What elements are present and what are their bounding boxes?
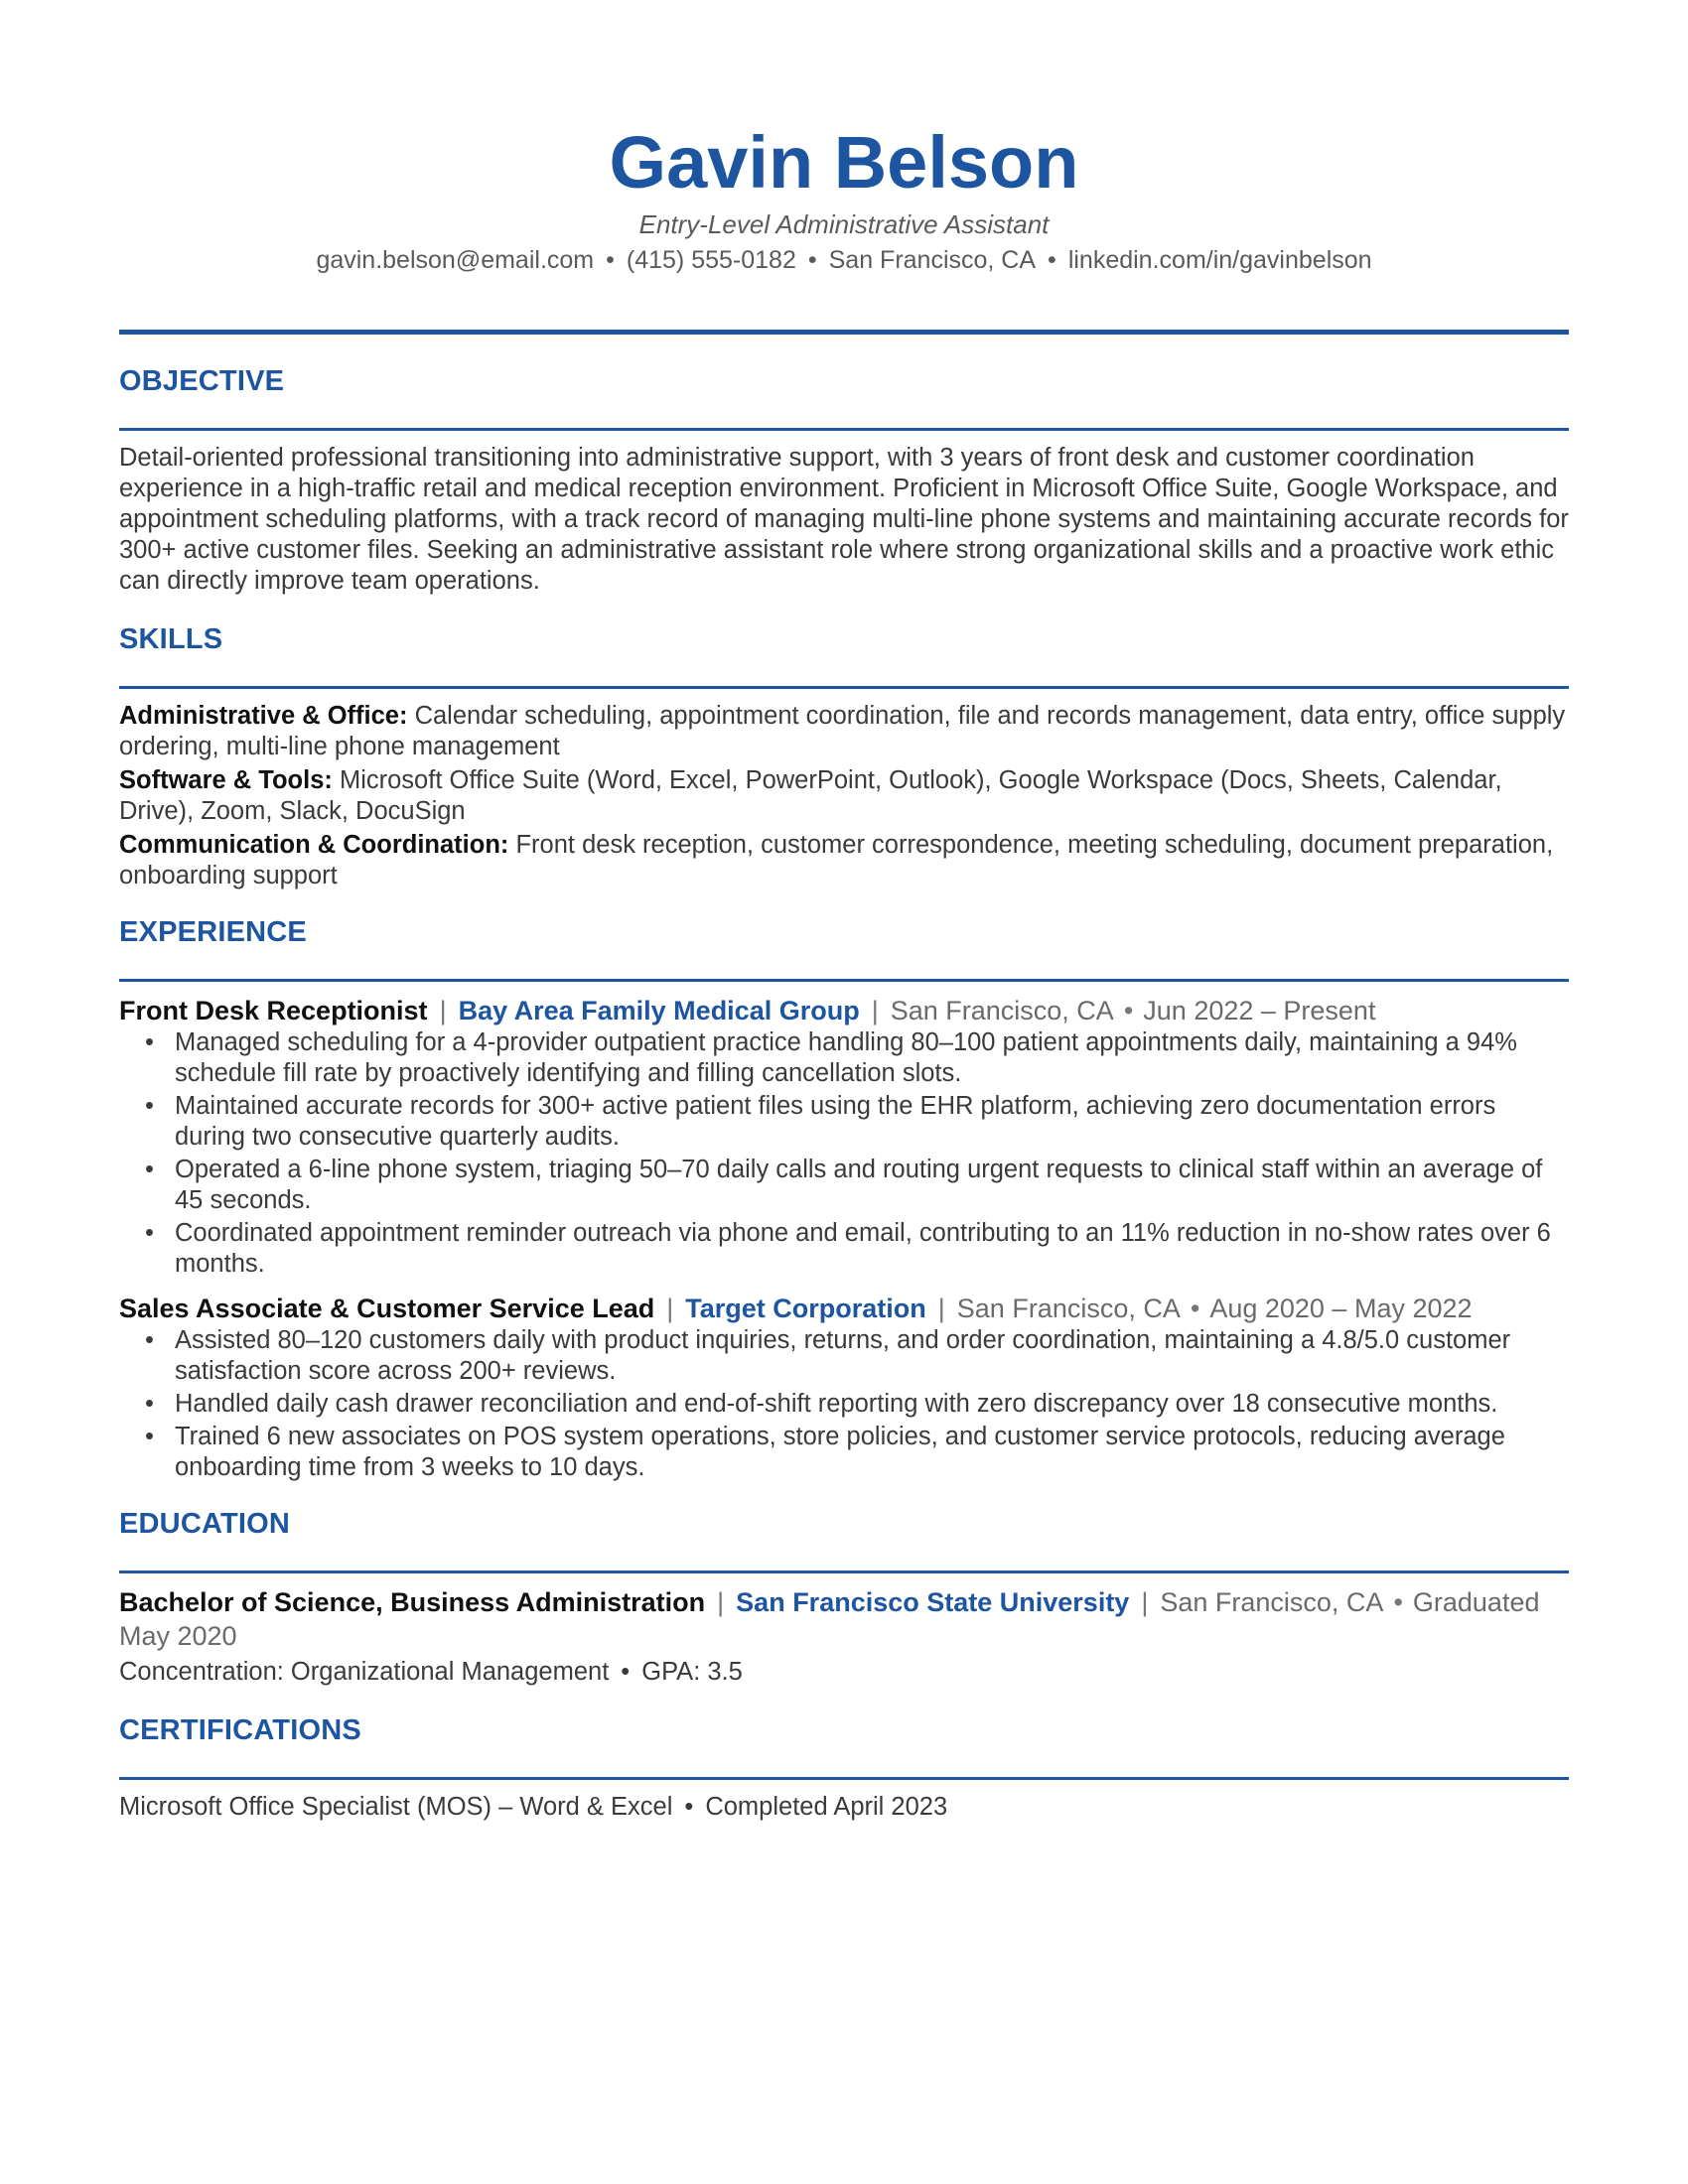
education-gpa: GPA: 3.5 [641, 1658, 743, 1686]
skill-label: Software & Tools: [119, 766, 333, 794]
contact-phone: (415) 555-0182 [626, 246, 796, 274]
section-divider [119, 1570, 1569, 1573]
contact-linkedin: linkedin.com/in/gavinbelson [1067, 246, 1372, 274]
pipe-separator: | [871, 996, 879, 1025]
contact-line [119, 244, 1569, 276]
education-header [119, 1585, 1569, 1653]
contact-separator: • [1048, 246, 1056, 274]
dot-separator: • [1190, 1294, 1200, 1323]
job-role: Sales Associate & Customer Service Lead [119, 1294, 655, 1323]
dot-separator: • [684, 1793, 694, 1821]
objective-text: Detail-oriented professional transitioning into administrative support, with 3 years of front desk and customer coordination experience in a high-traffic retail and medical reception environment. Proficient in Microsoft Office Suite, Google Workspace, and appointment scheduling platforms, with a track record of managing multi-line phone systems and maintaining accurate records for 300+ active customer files. Seeking an administrative assistant role where strong organizational skills and a proactive work ethic can directly improve team operations. [119, 444, 1569, 595]
job-header [119, 994, 1569, 1027]
skill-row [119, 830, 1569, 891]
candidate-name: Gavin Belson [609, 121, 1079, 204]
contact-email: gavin.belson@email.com [316, 246, 595, 274]
section-heading-experience: EXPERIENCE [119, 916, 307, 948]
contact-separator: • [807, 246, 817, 274]
dot-separator: • [1393, 1587, 1403, 1617]
job-role: Front Desk Receptionist [119, 996, 428, 1025]
job-bullet: • Trained 6 new associates on POS system operations, store policies, and customer service protocols, reducing average onboarding time from 3 weeks to 10 days. [175, 1422, 1569, 1483]
section-divider [119, 428, 1569, 431]
skill-text: Front desk reception, customer correspondence, meeting scheduling, document preparation, onboarding support [119, 831, 1554, 889]
job-bullet: • Operated a 6-line phone system, triaging 50–70 daily calls and routing urgent requests to clinical staff within an average of 45 seconds. [175, 1155, 1569, 1216]
pipe-separator: | [666, 1294, 674, 1323]
section-heading-certifications: CERTIFICATIONS [119, 1714, 361, 1746]
education-concentration: Concentration: Organizational Management [119, 1658, 610, 1686]
skill-text: Microsoft Office Suite (Word, Excel, PowerPoint, Outlook), Google Workspace (Docs, Sheets, Calendar, Drive), Zoom, Slack, DocuSign [119, 766, 1502, 825]
job-dates: Jun 2022 – Present [1143, 996, 1376, 1025]
job-bullet: • Coordinated appointment reminder outreach via phone and email, contributing to an 11% reduction in no-show rates over 6 months. [175, 1218, 1569, 1280]
pipe-separator: | [717, 1587, 725, 1617]
section-heading-education: EDUCATION [119, 1508, 291, 1540]
job-organization: Bay Area Family Medical Group [458, 996, 860, 1025]
job-dates: Aug 2020 – May 2022 [1209, 1294, 1473, 1323]
education-degree: Bachelor of Science, Business Administration [119, 1587, 706, 1617]
job-bullet: • Managed scheduling for a 4-provider outpatient practice handling 80–100 patient appointments daily, maintaining a 94% schedule fill rate by proactively identifying and filling cancellation slots. [175, 1027, 1569, 1089]
dot-separator: • [621, 1658, 631, 1686]
contact-separator: • [606, 246, 615, 274]
job-organization: Target Corporation [685, 1294, 926, 1323]
education-details [119, 1657, 1569, 1688]
skill-row [119, 701, 1569, 762]
section-heading-objective: OBJECTIVE [119, 365, 285, 397]
skill-label: Administrative & Office: [119, 702, 408, 730]
job-bullet: • Assisted 80–120 customers daily with product inquiries, returns, and order coordination, maintaining a 4.8/5.0 customer satisfaction score across 200+ reviews. [175, 1325, 1569, 1387]
resume-page [119, 0, 1569, 1823]
section-divider [119, 686, 1569, 689]
job-location: San Francisco, CA [956, 1294, 1181, 1323]
certification-row [119, 1792, 1569, 1823]
dot-separator: • [1123, 996, 1134, 1025]
pipe-separator: | [1141, 1587, 1149, 1617]
section-heading-skills: SKILLS [119, 623, 223, 655]
pipe-separator: | [439, 996, 447, 1025]
certification-completed: Completed April 2023 [705, 1793, 948, 1821]
job-location: San Francisco, CA [890, 996, 1114, 1025]
education-school: San Francisco State University [736, 1587, 1130, 1617]
skill-row [119, 765, 1569, 827]
job-bullets [119, 1027, 1569, 1280]
skill-label: Communication & Coordination: [119, 831, 509, 859]
section-divider [119, 1777, 1569, 1780]
contact-location: San Francisco, CA [828, 246, 1037, 274]
pipe-separator: | [937, 1294, 945, 1323]
skill-text: Calendar scheduling, appointment coordination, file and records management, data entry, office supply ordering, multi-line phone management [119, 702, 1566, 760]
job-bullet: • Handled daily cash drawer reconciliation and end-of-shift reporting with zero discrepancy over 18 consecutive months. [175, 1389, 1569, 1420]
job-header [119, 1292, 1569, 1325]
certification-name: Microsoft Office Specialist (MOS) – Word & Excel [119, 1793, 673, 1821]
candidate-title: Entry-Level Administrative Assistant [638, 209, 1050, 239]
job-bullet: • Maintained accurate records for 300+ active patient files using the EHR platform, achieving zero documentation errors during two consecutive quarterly audits. [175, 1091, 1569, 1153]
job-bullets [119, 1325, 1569, 1483]
section-divider [119, 979, 1569, 982]
education-graduated: Graduated May 2020 [119, 1587, 1540, 1651]
education-location: San Francisco, CA [1160, 1587, 1384, 1617]
header-divider [119, 330, 1569, 335]
